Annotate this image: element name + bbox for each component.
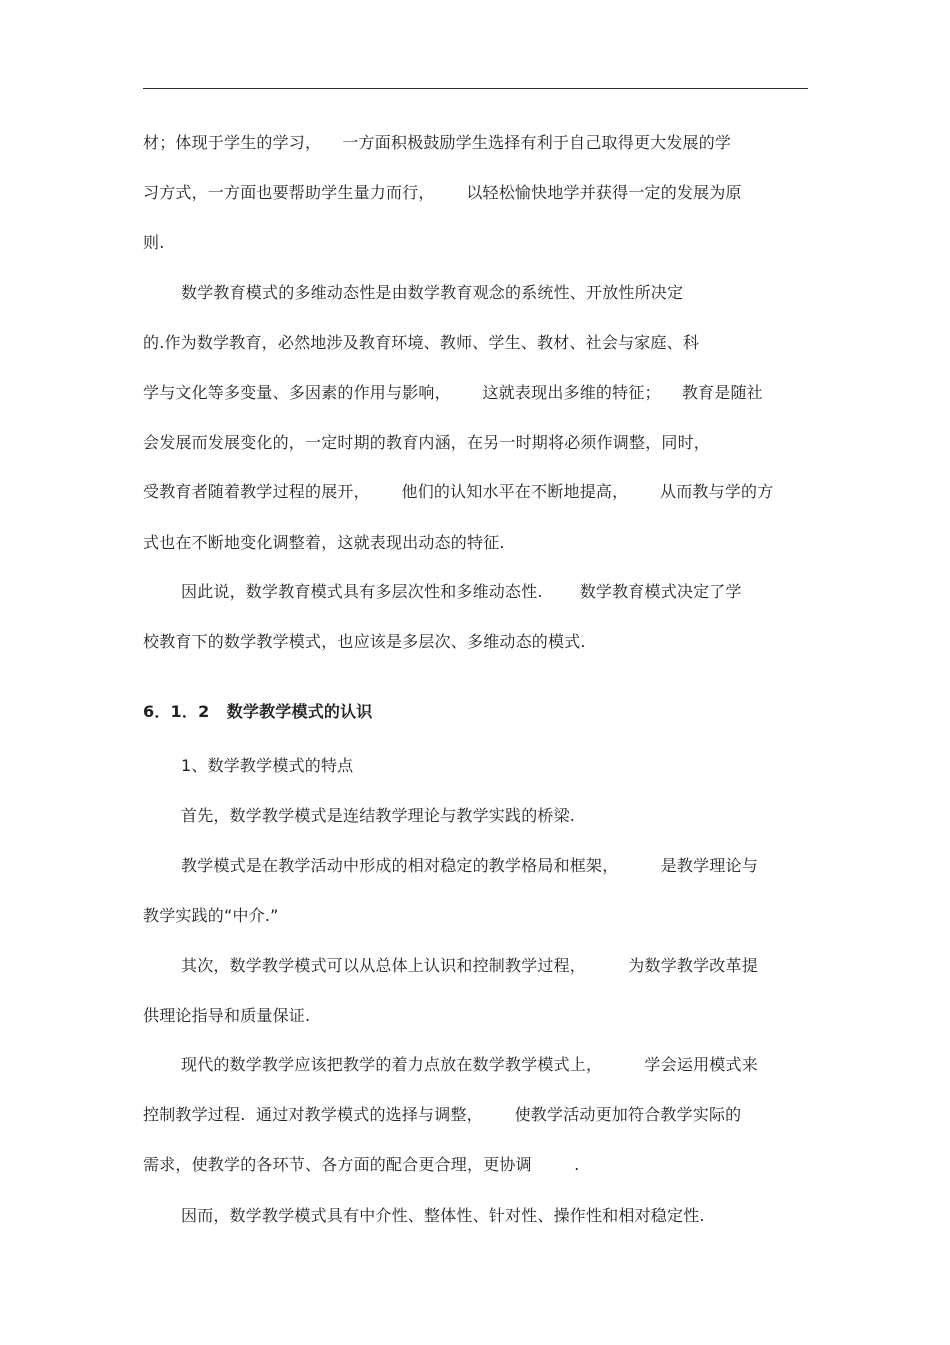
text-line: 会发展而发展变化的，一定时期的教育内涵，在另一时期将必须作调整，同时， [143,433,711,452]
text-line: 需求，使教学的各环节、各方面的配合更合理，更协调 . [143,1155,580,1174]
paragraph-start: 因此说，数学教育模式具有多层次性和多维动态性. 数学教育模式决定了学 [181,582,742,601]
text-line: 教学实践的“中介.” [143,906,279,925]
section-heading: 6．1．2 数学教学模式的认识 [143,702,373,721]
paragraph-start: 现代的数学教学应该把教学的着力点放在数学教学模式上， 学会运用模式来 [181,1055,758,1074]
text-line: 则. [143,233,165,252]
text-line: 的.作为数学教育，必然地涉及教育环境、教师、学生、教材、社会与家庭、科 [143,333,700,352]
paragraph-start: 数学教育模式的多维动态性是由数学教育观念的系统性、开放性所决定 [181,283,684,302]
text-line: 式也在不断地变化调整着，这就表现出动态的特征. [143,533,505,552]
paragraph-start: 首先，数学教学模式是连结教学理论与教学实践的桥梁. [181,806,576,825]
text-line: 习方式，一方面也要帮助学生量力而行， 以轻松愉快地学并获得一定的发展为原 [143,183,742,202]
text-line: 受教育者随着教学过程的展开， 他们的认知水平在不断地提高， 从而教与学的方 [143,482,774,501]
header-rule [143,88,808,89]
text-line: 供理论指导和质量保证. [143,1006,311,1025]
text-line: 校教育下的数学教学模式，也应该是多层次、多维动态的模式. [143,632,586,651]
text-line: 材；体现于学生的学习， 一方面积极鼓励学生选择有利于自己取得更大发展的学 [143,133,732,152]
paragraph-start: 因而，数学教学模式具有中介性、整体性、针对性、操作性和相对稳定性. [181,1206,705,1225]
text-line: 学与文化等多变量、多因素的作用与影响， 这就表现出多维的特征； 教育是随社 [143,383,763,402]
paragraph-start: 教学模式是在教学活动中形成的相对稳定的教学格局和框架， 是教学理论与 [181,856,758,875]
text-line: 控制教学过程. 通过对教学模式的选择与调整， 使教学活动更加符合教学实际的 [143,1105,742,1124]
paragraph-start: 其次，数学教学模式可以从总体上认识和控制教学过程， 为数学教学改革提 [181,956,758,975]
subsection-heading: 1、数学教学模式的特点 [181,756,354,775]
